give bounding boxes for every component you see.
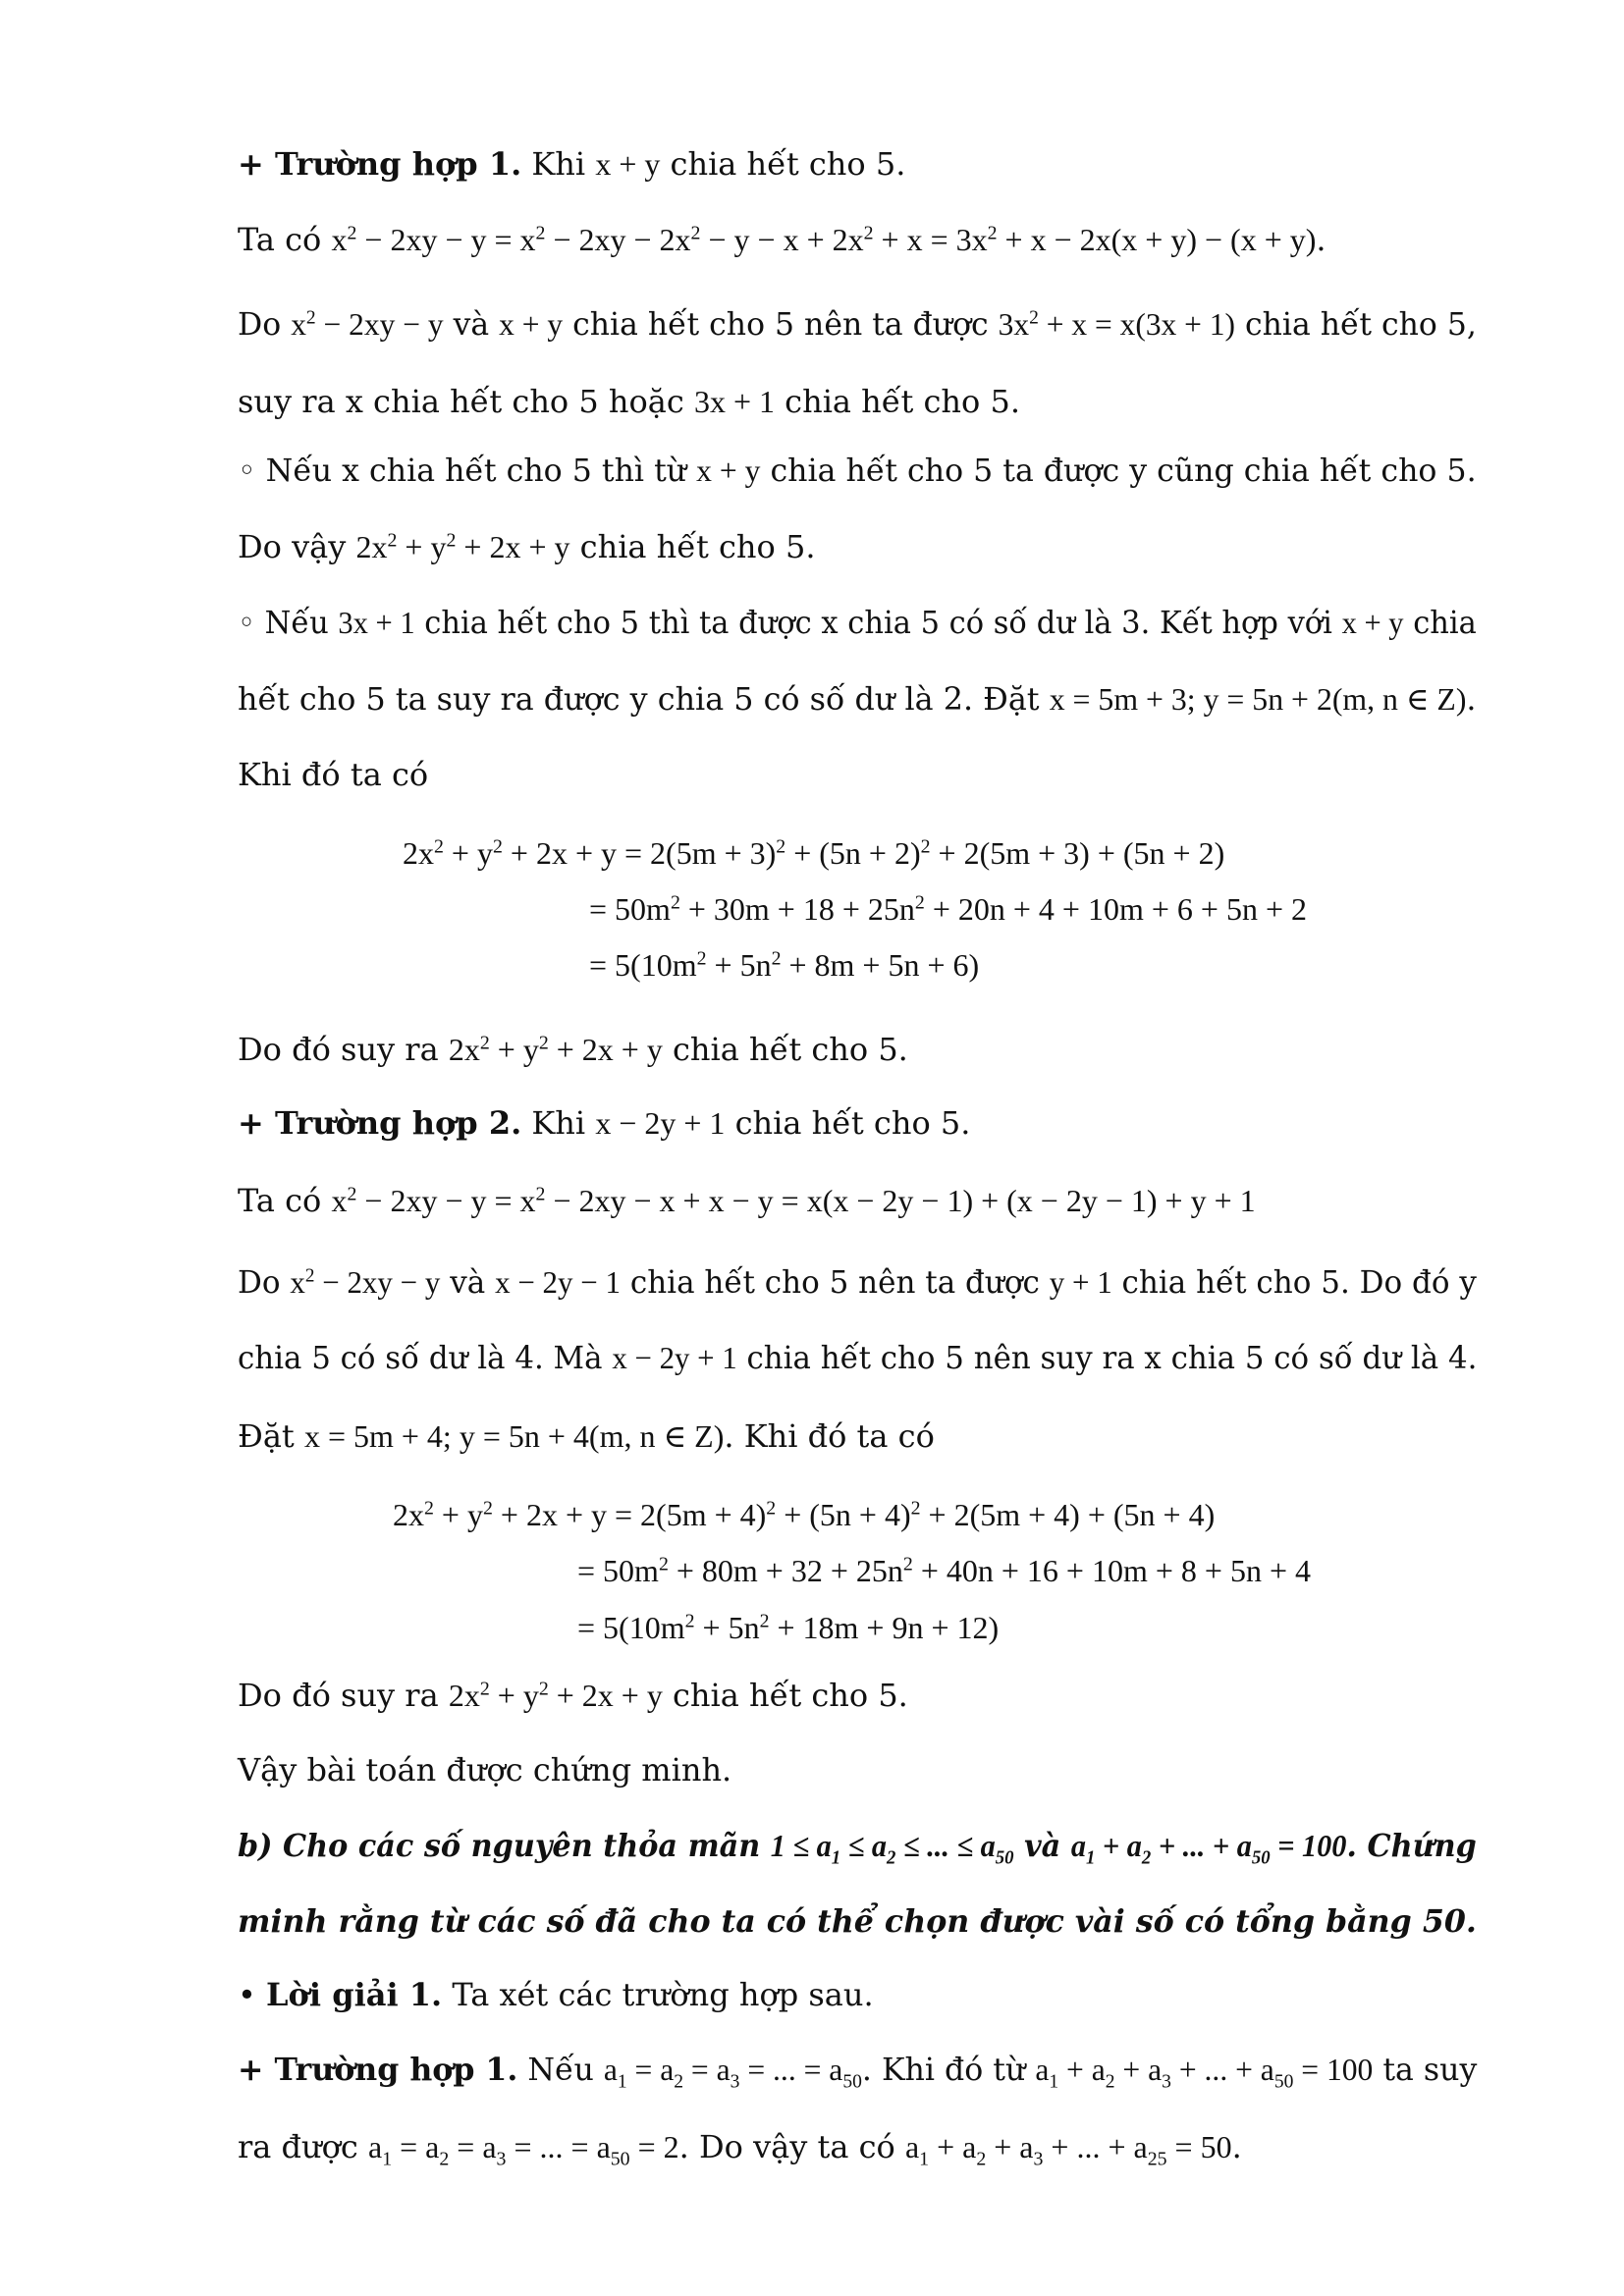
case2-heading: + Trường hợp 2. Khi x − 2y + 1 chia hết cho 5. (238, 1104, 971, 1142)
text-line: Do đó suy ra $2x^2 + y^2 + 2x + y$ chia hết cho 5. (238, 1677, 908, 1714)
text-line: chia 5 có số dư là 4. Mà x − 2y + 1 chia hết cho 5 nên suy ra x chia 5 có số dư là 4. (238, 1339, 1478, 1376)
problem-b: minh rằng từ các số đã cho ta có thể chọn được vài số có tổng bằng 50. (238, 1902, 1477, 1940)
text-line: ◦ Nếu 3x + 1 chia hết cho 5 thì ta được x chia 5 có số dư là 3. Kết hợp với x + y chia (238, 604, 1477, 641)
equation-line: = $5(10m^2 + 5n^2 + 18m + 9n + 12)$ (577, 1610, 1000, 1645)
text-line: Do $x^2 - 2xy - y$ và x − 2y − 1 chia hết cho 5 nên ta được y + 1 chia hết cho 5. Do đó y (238, 1263, 1477, 1301)
text-line: Do vậy $2x^2 + y^2 + 2x + y$ chia hết cho 5. (238, 528, 816, 565)
case1-heading: + Trường hợp 1. Khi x + y chia hết cho 5. (238, 145, 906, 183)
text-line: Khi đó ta có (238, 756, 429, 793)
text-line: Do đó suy ra $2x^2 + y^2 + 2x + y$ chia hết cho 5. (238, 1031, 908, 1068)
equation-line: $2x^2 + y^2 + 2x + y = 2(5m + 4)^2 + (5n + 4)^2 + 2(5m + 4) + (5n + 4)$ (393, 1497, 1216, 1532)
solution-heading: • Lời giải 1. Ta xét các trường hợp sau. (238, 1976, 874, 2013)
equation-line: = $50m^2 + 30m + 18 + 25n^2 + 20n + 4 + 10m + 6 + 5n + 2$ (589, 891, 1307, 927)
case1-identity: Ta có $x^2 - 2xy - y = x^2 - 2xy - 2x^2 - y - x + 2x^2 + x = 3x^2 + x - 2x(x + y) - (x + y)$. (238, 221, 1326, 258)
case2-identity: Ta có $x^2 - 2xy - y = x^2 - 2xy - x + x - y = x(x - 2y - 1) + (x - 2y - 1) + y + 1$ (238, 1182, 1256, 1219)
text-line: ◦ Nếu x chia hết cho 5 thì từ x + y chia hết cho 5 ta được y cũng chia hết cho 5. (238, 452, 1477, 489)
equation-line: = $50m^2 + 80m + 32 + 25n^2 + 40n + 16 + 10m + 8 + 5n + 4$ (577, 1553, 1311, 1588)
conclusion: Vậy bài toán được chứng minh. (238, 1751, 732, 1789)
equation-line: $2x^2 + y^2 + 2x + y = 2(5m + 3)^2 + (5n + 2)^2 + 2(5m + 3) + (5n + 2)$ (403, 835, 1225, 871)
equation-line: = $5(10m^2 + 5n^2 + 8m + 5n + 6)$ (589, 947, 980, 983)
text-line: ra được $a_1 = a_2 = a_3$ = ... = $a_{50} = 2$. Do vậy ta có $a_1 + a_2 + a_3$ + ... + $a_{25} = 50$. (238, 2128, 1242, 2170)
problem-b: b) Cho các số nguyên thỏa mãn $1 \le a_1 \le a_2$ ≤ ... ≤ $a_{50}$ và $a_1 + a_2$ + ... + $a_{50} = 100$. Chứng (238, 1827, 1477, 1869)
text-line: Do $x^2 - 2xy - y$ và x + y chia hết cho 5 nên ta được $3x^2 + x = x(3x + 1)$ chia hết cho 5, (238, 305, 1477, 343)
text-line: + Trường hợp 1. Nếu $a_1 = a_2 = a_3$ = ... = $a_{50}$. Khi đó từ $a_1 + a_2 + a_3$ + ... + $a_{50} = 100$ ta suy (238, 2051, 1478, 2093)
text-line: hết cho 5 ta suy ra được y chia 5 có số dư là 2. Đặt x = 5m + 3; y = 5n + 2(m, n ∈ Z). (238, 680, 1477, 718)
text-line: Đặt x = 5m + 4; y = 5n + 4(m, n ∈ Z). Khi đó ta có (238, 1417, 935, 1455)
text-line: suy ra x chia hết cho 5 hoặc 3x + 1 chia hết cho 5. (238, 383, 1020, 420)
